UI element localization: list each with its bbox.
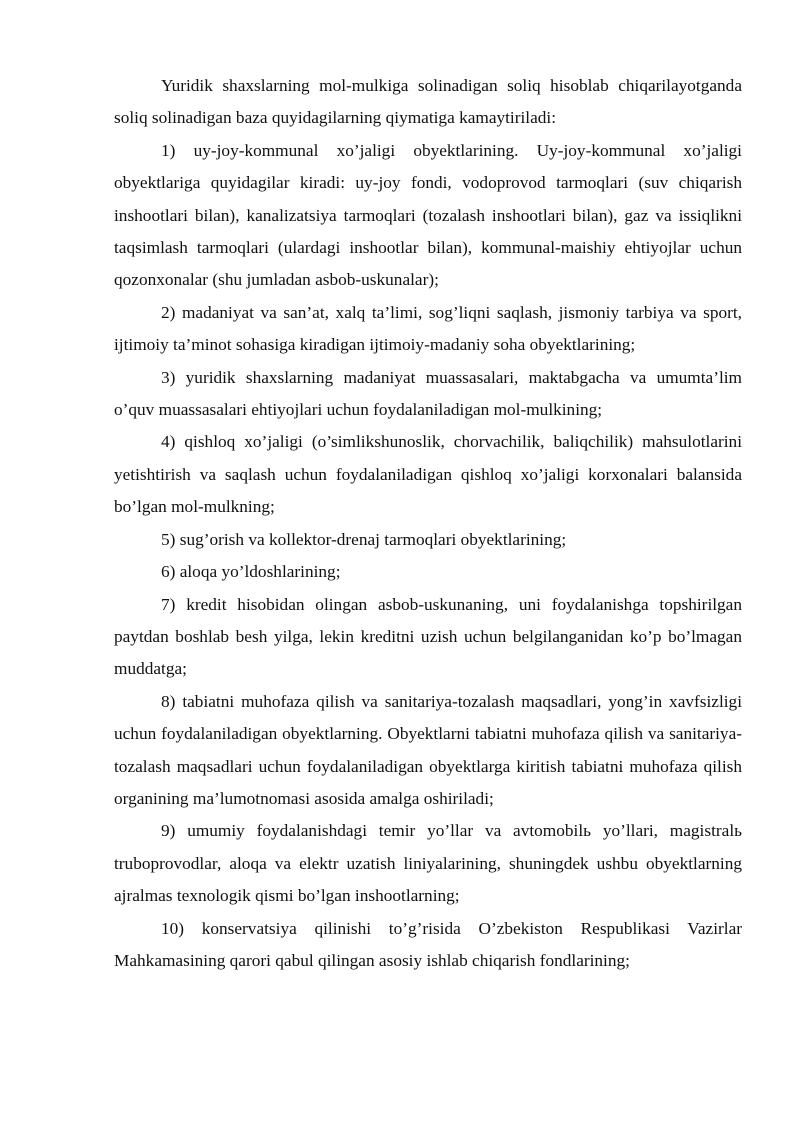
list-item-5: 5) sug’orish va kollektor-drenaj tarmoqlari obyektlarining; xyxy=(161,529,567,549)
list-item-2: 2) madaniyat va san’at, xalq ta’limi, sog’liqni saqlash, jismoniy tarbiya va sport, ijtimoiy ta’minot sohasiga kiradigan ijtimoiy-madaniy soha obyektlarining; xyxy=(114,302,742,355)
list-item-3: 3) yuridik shaxslarning madaniyat muassasalari, maktabgacha va umumta’lim o’quv muassasalari ehtiyojlari uchun foydalaniladigan mol-mulkining; xyxy=(114,367,742,420)
document-page xyxy=(114,70,742,977)
list-item-10: 10) konservatsiya qilinishi to’g’risida O’zbekiston Respublikasi Vazirlar Mahkamasining qarori qabul qilingan asosiy ishlab chiqarish fondlarining; xyxy=(114,918,742,970)
list-item-1: 1) uy-joy-kommunal xo’jaligi obyektlarining. Uy-joy-kommunal xo’jaligi obyektlariga quyidagilar kiradi: uy-joy fondi, vodoprovod tarmoqlari (suv chiqarish inshootlari bilan), kanalizatsiya tarmoqlari (tozalash inshootlari bilan), gaz va issiqlikni taqsimlash tarmoqlari (ulardagi inshootlar bilan), kommunal-maishiy ehtiyojlar uchun qozonxonalar (shu jumladan asbob-uskunalar); xyxy=(114,140,742,290)
list-item-9: 9) umumiy foydalanishdagi temir yo’llar va avtomobilь yo’llari, magistralь truboprovodlar, aloqa va elektr uzatish liniyalarining, shuningdek ushbu obyektlarning ajralmas texnologik qismi bo’lgan inshootlarning; xyxy=(114,821,742,906)
list-item-7: 7) kredit hisobidan olingan asbob-uskunaning, uni foydalanishga topshirilgan paytdan boshlab besh yilga, lekin kreditni uzish uchun belgilanganidan ko’p bo’lmagan muddatga; xyxy=(114,594,742,679)
list-item-4: 4) qishloq xo’jaligi (o’simlikshunoslik, chorvachilik, baliqchilik) mahsulotlarini yetishtirish va saqlash uchun foydalaniladigan qishloq xo’jaligi korxonalari balansida bo’lgan mol-mulkning; xyxy=(114,432,742,517)
intro-paragraph: Yuridik shaxslarning mol-mulkiga solinadigan soliq hisoblab chiqarilayotganda soliq solinadigan baza quyidagilarning qiymatiga kamaytiriladi: xyxy=(114,76,742,128)
list-item-6: 6) aloqa yo’ldoshlarining; xyxy=(161,562,341,582)
list-item-8: 8) tabiatni muhofaza qilish va sanitariya-tozalash maqsadlari, yong’in xavfsizligi uchun foydalaniladigan obyektlarning. Obyektlarni tabiatni muhofaza qilish va sanitariya-tozalash maqsadlari uchun foydalaniladigan obyektlarga kiritish tabiatni muhofaza qilish organining ma’lumotnomasi asosida amalga oshiriladi; xyxy=(114,691,742,808)
